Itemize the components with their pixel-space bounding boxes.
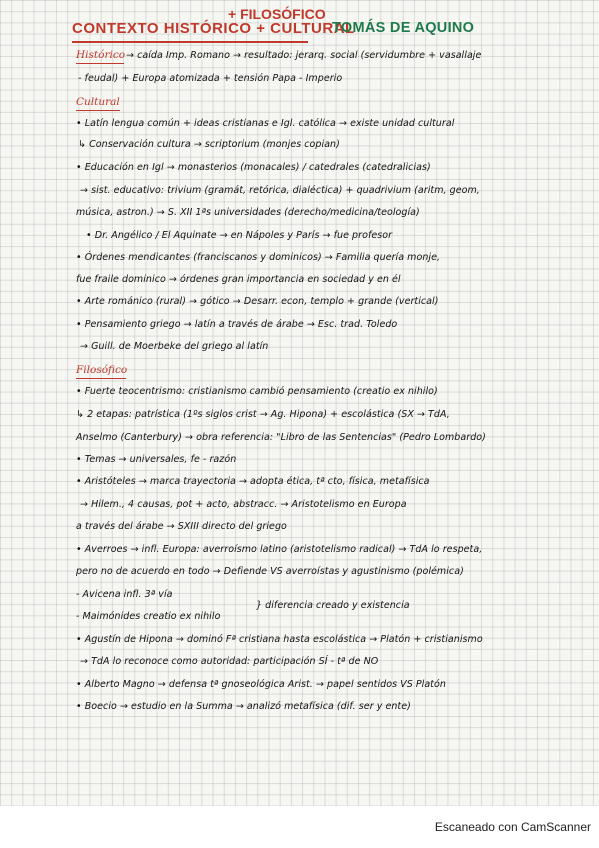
historico-line-1: → caída Imp. Romano → resultado: jerarq. social (servidumbre + vasallaje (126, 50, 482, 61)
cultural-line-4: → sist. educativo: trivium (gramát, retórica, dialéctica) + quadrivium (aritm, geom, (80, 185, 480, 196)
filosofico-line-1: • Fuerte teocentrismo: cristianismo cambió pensamiento (creatio ex nihilo) (76, 386, 438, 397)
filosofico-line-14: → TdA lo reconoce como autoridad: participación SÍ - tª de NO (80, 656, 379, 667)
title-underline (72, 41, 308, 43)
author-title: TOMÁS DE AQUINO (332, 20, 475, 36)
cultural-line-8: fue fraile dominico → órdenes gran importancia en sociedad y en él (76, 274, 401, 285)
title-addition: + FILOSÓFICO (228, 6, 326, 22)
cultural-line-2: ↳ Conservación cultura → scriptorium (monjes copian) (78, 139, 340, 150)
cultural-line-3: • Educación en Igl → monasterios (monacales) / catedrales (catedralicias) (76, 162, 431, 173)
historico-line-2: - feudal) + Europa atomizada + tensión Papa - Imperio (78, 73, 343, 84)
filosofico-line-10: - Avicena infl. 3ª vía (76, 589, 173, 600)
cultural-line-10: • Pensamiento griego → latín a través de árabe → Esc. trad. Toledo (76, 319, 398, 330)
filosofico-line-8: • Averroes → infl. Europa: averroísmo latino (aristotelismo radical) → TdA lo respeta, (76, 544, 483, 555)
filosofico-line-5: • Aristóteles → marca trayectoria → adopta ética, tª cto, física, metafísica (76, 476, 430, 487)
filosofico-line-9: pero no de acuerdo en todo → Defiende VS averroístas y agustinismo (polémica) (76, 566, 464, 577)
section-underline-historico (76, 63, 124, 64)
filosofico-line-15: • Alberto Magno → defensa tª gnoseológica Arist. → papel sentidos VS Platón (76, 679, 446, 690)
cultural-line-9: • Arte románico (rural) → gótico → Desarr. econ, templo + grande (vertical) (76, 296, 439, 307)
cultural-line-11: → Guill. de Moerbeke del griego al latín (80, 341, 269, 352)
filosofico-line-2: ↳ 2 etapas: patrística (1ºs siglos crist → Ag. Hipona) + escolástica (SX → TdA, (76, 409, 450, 420)
filosofico-line-6: → Hilem., 4 causas, pot + acto, abstracc. → Aristotelismo en Europa (80, 499, 407, 510)
section-label-filosofico: Filosófico (76, 364, 128, 376)
cultural-line-1: • Latín lengua común + ideas cristianas e Igl. católica → existe unidad cultural (76, 118, 455, 129)
cultural-line-5: música, astron.) → S. XII 1ªs universidades (derecho/medicina/teología) (76, 207, 420, 218)
page-title: CONTEXTO HISTÓRICO + CULTURAL (72, 20, 355, 37)
filosofico-line-7: a través del árabe → SXIII directo del griego (76, 521, 287, 532)
filosofico-line-12: } diferencia creado y existencia (256, 600, 410, 611)
section-underline-cultural (76, 110, 120, 111)
filosofico-line-3: Anselmo (Canterbury) → obra referencia: "Libro de las Sentencias" (Pedro Lombardo) (76, 432, 486, 443)
cultural-line-6: • Dr. Angélico / El Aquinate → en Nápoles y París → fue profesor (86, 230, 393, 241)
filosofico-line-11: - Maimónides creatio ex nihilo (76, 611, 221, 622)
section-underline-filosofico (76, 378, 126, 379)
filosofico-line-4: • Temas → universales, fe - razón (76, 454, 237, 465)
scanner-watermark: Escaneado con CamScanner (434, 820, 591, 834)
section-label-historico: Histórico (76, 49, 126, 61)
filosofico-line-13: • Agustín de Hipona → dominó Fª cristiana hasta escolástica → Platón + cristianismo (76, 634, 483, 645)
filosofico-line-16: • Boecio → estudio en la Summa → analizó metafísica (dif. ser y ente) (76, 701, 411, 712)
cultural-line-7: • Órdenes mendicantes (franciscanos y dominicos) → Familia quería monje, (76, 252, 441, 263)
section-label-cultural: Cultural (76, 96, 120, 108)
